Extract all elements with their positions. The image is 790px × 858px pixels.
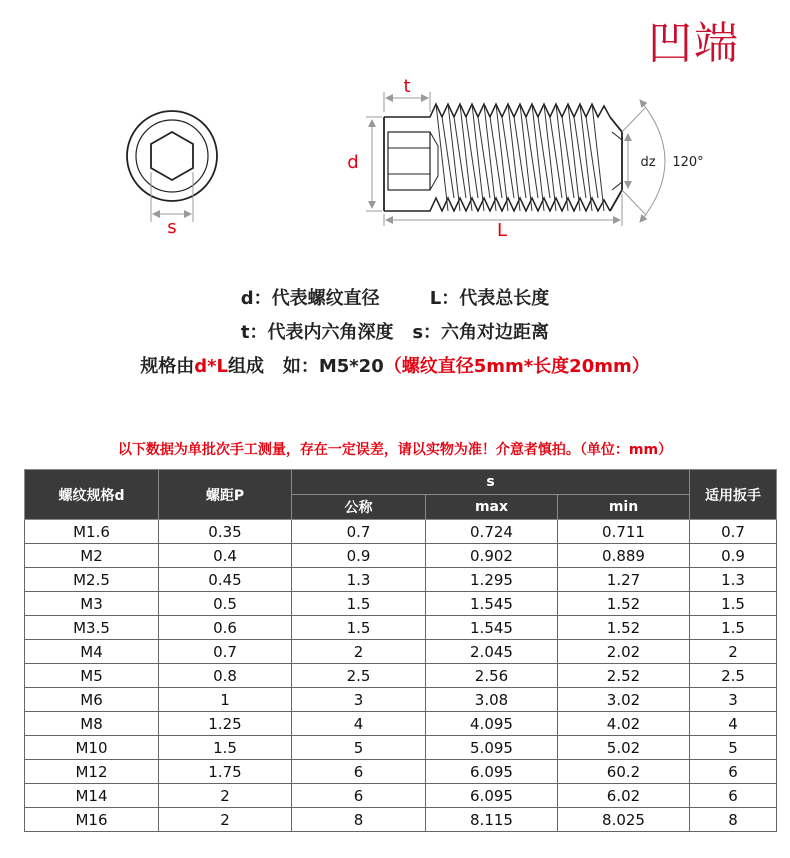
cell-spec: M6 [25, 688, 159, 712]
table-row [25, 688, 777, 712]
table-row [25, 664, 777, 688]
brand-logo: 凹端 [648, 18, 740, 69]
thread-bottom [384, 198, 610, 211]
cell-min: 8.025 [558, 808, 690, 832]
cell-max: 0.902 [426, 544, 558, 568]
label-angle: 120° [672, 155, 704, 170]
table-row [25, 640, 777, 664]
cell-nominal: 4 [292, 712, 426, 736]
cell-nominal: 1.3 [292, 568, 426, 592]
cell-wrench: 2 [690, 640, 777, 664]
legend-spec-prefix: 规格由 [140, 356, 195, 377]
cell-max: 1.545 [426, 592, 558, 616]
cell-nominal: 8 [292, 808, 426, 832]
table-row [25, 808, 777, 832]
cell-spec: M3 [25, 592, 159, 616]
cell-max: 4.095 [426, 712, 558, 736]
cell-wrench: 8 [690, 808, 777, 832]
cell-max: 1.545 [426, 616, 558, 640]
cell-max: 5.095 [426, 736, 558, 760]
label-s: s [167, 217, 177, 238]
end-view [127, 111, 217, 222]
cell-pitch: 1 [159, 688, 292, 712]
table-row [25, 520, 777, 544]
cell-spec: M2.5 [25, 568, 159, 592]
screw-diagram [0, 0, 790, 250]
cell-min: 60.2 [558, 760, 690, 784]
cell-max: 6.095 [426, 784, 558, 808]
cell-wrench: 4 [690, 712, 777, 736]
cell-pitch: 0.5 [159, 592, 292, 616]
table-row [25, 712, 777, 736]
cell-pitch: 1.75 [159, 760, 292, 784]
header-spec: 螺纹规格d [25, 470, 159, 520]
cell-min: 5.02 [558, 736, 690, 760]
cell-spec: M10 [25, 736, 159, 760]
cell-pitch: 0.35 [159, 520, 292, 544]
legend-spec-red: d*L [194, 356, 229, 377]
cell-min: 1.52 [558, 592, 690, 616]
thread-lines [436, 104, 604, 211]
cell-max: 8.115 [426, 808, 558, 832]
cell-spec: M16 [25, 808, 159, 832]
spec-table [24, 469, 777, 832]
header-wrench: 适用扳手 [690, 470, 777, 520]
cell-pitch: 0.7 [159, 640, 292, 664]
cell-max: 2.56 [426, 664, 558, 688]
cell-wrench: 0.9 [690, 544, 777, 568]
cell-nominal: 3 [292, 688, 426, 712]
cell-nominal: 5 [292, 736, 426, 760]
cell-nominal: 6 [292, 784, 426, 808]
cell-spec: M4 [25, 640, 159, 664]
cell-min: 4.02 [558, 712, 690, 736]
legend-spec-example: 组成 如：M5*20 [228, 356, 384, 377]
legend-line-3 [0, 352, 790, 378]
cell-max: 1.295 [426, 568, 558, 592]
cell-nominal: 0.9 [292, 544, 426, 568]
label-t: t [403, 76, 411, 97]
cell-pitch: 1.25 [159, 712, 292, 736]
legend-s: s：六角对边距离 [412, 322, 550, 343]
header-max: max [426, 495, 558, 520]
cell-wrench: 6 [690, 784, 777, 808]
table-row [25, 784, 777, 808]
cell-spec: M3.5 [25, 616, 159, 640]
table-row [25, 592, 777, 616]
cell-min: 0.889 [558, 544, 690, 568]
legend-line-2 [0, 318, 790, 344]
cell-max: 0.724 [426, 520, 558, 544]
cell-min: 6.02 [558, 784, 690, 808]
cell-max: 6.095 [426, 760, 558, 784]
table-row [25, 760, 777, 784]
table-row [25, 736, 777, 760]
cell-min: 1.52 [558, 616, 690, 640]
header-s: s [292, 470, 690, 495]
cell-max: 2.045 [426, 640, 558, 664]
label-d: d [347, 152, 359, 173]
cell-wrench: 6 [690, 760, 777, 784]
cell-nominal: 2 [292, 640, 426, 664]
cell-wrench: 0.7 [690, 520, 777, 544]
cell-min: 2.52 [558, 664, 690, 688]
cell-min: 3.02 [558, 688, 690, 712]
cell-spec: M12 [25, 760, 159, 784]
cell-pitch: 1.5 [159, 736, 292, 760]
label-L: L [496, 220, 508, 241]
cell-pitch: 0.45 [159, 568, 292, 592]
label-dz: dz [640, 155, 656, 170]
cell-nominal: 1.5 [292, 616, 426, 640]
cell-wrench: 1.5 [690, 616, 777, 640]
cell-nominal: 1.5 [292, 592, 426, 616]
cell-min: 2.02 [558, 640, 690, 664]
header-min: min [558, 495, 690, 520]
cell-spec: M2 [25, 544, 159, 568]
cell-spec: M14 [25, 784, 159, 808]
header-nominal: 公称 [292, 495, 426, 520]
cell-spec: M1.6 [25, 520, 159, 544]
cell-spec: M5 [25, 664, 159, 688]
legend-t: t：代表内六角深度 [240, 322, 394, 343]
cell-pitch: 2 [159, 784, 292, 808]
cell-spec: M8 [25, 712, 159, 736]
cell-wrench: 1.5 [690, 592, 777, 616]
cell-min: 0.711 [558, 520, 690, 544]
cell-nominal: 0.7 [292, 520, 426, 544]
cell-pitch: 2 [159, 808, 292, 832]
cell-nominal: 6 [292, 760, 426, 784]
cell-wrench: 3 [690, 688, 777, 712]
cell-pitch: 0.8 [159, 664, 292, 688]
cell-wrench: 2.5 [690, 664, 777, 688]
cell-pitch: 0.4 [159, 544, 292, 568]
table-row [25, 616, 777, 640]
legend-d: d：代表螺纹直径 [240, 288, 380, 309]
cell-max: 3.08 [426, 688, 558, 712]
legend-spec-note: （螺纹直径5mm*长度20mm） [383, 356, 650, 377]
measurement-notice: 以下数据为单批次手工测量，存在一定误差，请以实物为准！介意者慎拍。（单位：mm） [117, 442, 673, 458]
spec-table-body [25, 520, 777, 832]
legend-line-1 [0, 284, 790, 310]
side-view [384, 104, 622, 211]
cell-nominal: 2.5 [292, 664, 426, 688]
header-pitch: 螺距P [159, 470, 292, 520]
legend-L: L：代表总长度 [429, 288, 550, 309]
cell-pitch: 0.6 [159, 616, 292, 640]
cell-wrench: 1.3 [690, 568, 777, 592]
cell-min: 1.27 [558, 568, 690, 592]
table-row [25, 544, 777, 568]
cell-wrench: 5 [690, 736, 777, 760]
table-row [25, 568, 777, 592]
